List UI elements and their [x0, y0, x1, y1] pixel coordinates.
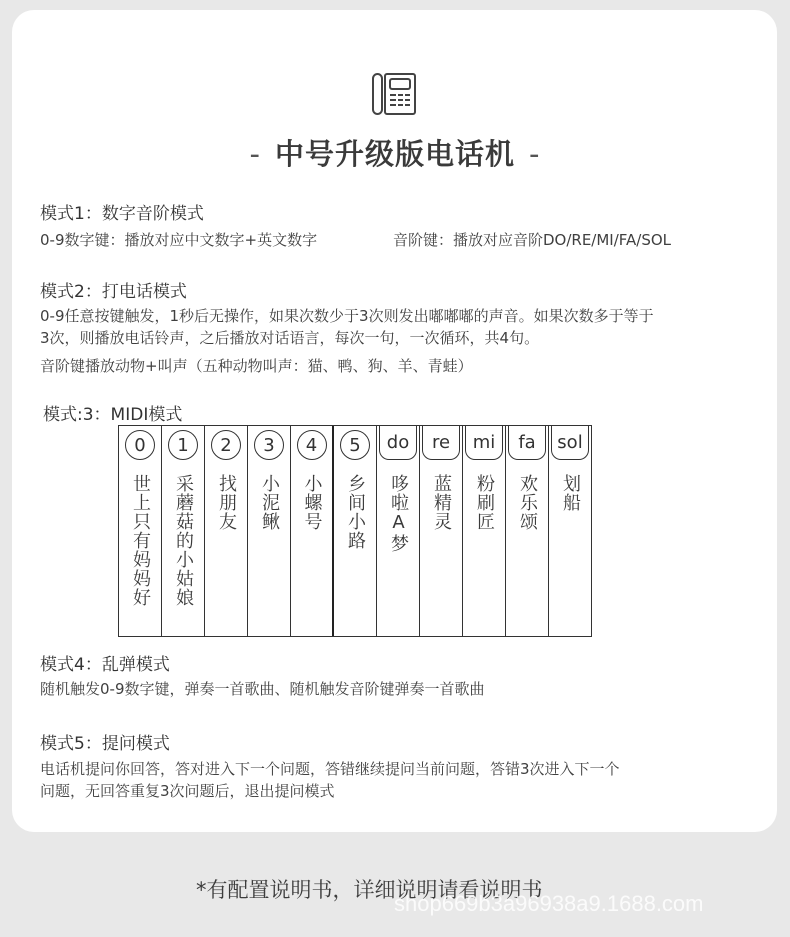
mode2-line3: 音阶键播放动物+叫声（五种动物叫声：猫、鸭、狗、羊、青蛙） — [40, 357, 473, 375]
song-5: 乡间小路 — [345, 474, 366, 550]
midi-col-3 — [248, 426, 291, 636]
title-text: 中号升级版电话机 — [274, 137, 515, 171]
mode5-heading: 模式5：提问模式 — [40, 734, 170, 754]
song-4: 小螺号 — [301, 474, 323, 531]
mode2-heading: 模式2：打电话模式 — [40, 282, 187, 302]
song-fa: 欢乐颂 — [517, 474, 538, 531]
mode2-line2: 3次，则播放电话铃声，之后播放对话语言，每次一句，一次循环，共4句。 — [40, 329, 540, 347]
mode1-line2: 音阶键：播放对应音阶DO/RE/MI/FA/SOL — [393, 231, 672, 249]
key-fa: fa — [508, 426, 546, 460]
midi-song-table — [118, 425, 592, 637]
midi-col-0 — [119, 426, 162, 636]
song-0: 世上只有妈妈好 — [130, 474, 151, 607]
midi-col-sol — [549, 426, 592, 636]
mode3-heading: 模式:3：MIDI模式 — [43, 405, 183, 425]
song-mi: 粉刷匠 — [474, 474, 495, 531]
song-re: 蓝精灵 — [431, 474, 452, 531]
key-3: 3 — [254, 430, 284, 460]
footer-note: *有配置说明书，详细说明请看说明书 — [196, 878, 543, 902]
key-do: do — [379, 426, 417, 460]
mode5-line2: 问题，无回答重复3次问题后，退出提问模式 — [40, 782, 335, 800]
midi-col-fa — [506, 426, 549, 636]
key-2: 2 — [211, 430, 241, 460]
midi-col-re — [420, 426, 463, 636]
watermark: shop669b3a96938a9.1688.com — [394, 891, 704, 916]
mode1-heading: 模式1：数字音阶模式 — [40, 204, 204, 224]
mode1-line1: 0-9数字键：播放对应中文数字+英文数字 — [40, 231, 318, 249]
title-dash-left: - — [249, 137, 261, 171]
key-4: 4 — [297, 430, 327, 460]
midi-col-do — [377, 426, 420, 636]
song-sol: 划船 — [560, 474, 581, 512]
midi-col-5 — [334, 426, 377, 636]
song-3: 小泥鳅 — [259, 474, 280, 531]
midi-col-4 — [291, 426, 334, 636]
midi-col-mi — [463, 426, 506, 636]
song-do: 哆啦A梦 — [388, 474, 409, 553]
mode4-line1: 随机触发0-9数字键，弹奏一首歌曲、随机触发音阶键弹奏一首歌曲 — [40, 680, 485, 698]
key-5: 5 — [340, 430, 370, 460]
title-dash-right: - — [529, 137, 541, 171]
key-sol: sol — [551, 426, 589, 460]
mode5-line1: 电话机提问你回答，答对进入下一个问题，答错继续提问当前问题，答错3次进入下一个 — [40, 760, 620, 778]
key-re: re — [422, 426, 460, 460]
mode4-heading: 模式4：乱弹模式 — [40, 655, 170, 675]
page-title — [0, 132, 790, 173]
desk-phone-icon — [371, 72, 417, 116]
key-1: 1 — [168, 430, 198, 460]
midi-col-1 — [162, 426, 205, 636]
key-0: 0 — [125, 430, 155, 460]
key-mi: mi — [465, 426, 503, 460]
song-2: 找朋友 — [216, 474, 237, 531]
midi-col-2 — [205, 426, 248, 636]
song-1: 采蘑菇的小姑娘 — [173, 474, 194, 607]
mode2-line1: 0-9任意按键触发，1秒后无操作，如果次数少于3次则发出嘟嘟嘟的声音。如果次数多于等于 — [40, 307, 654, 325]
